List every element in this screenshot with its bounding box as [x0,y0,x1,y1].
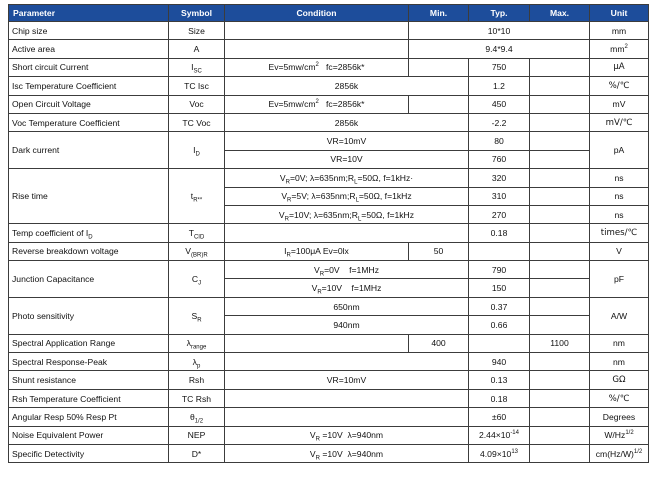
condition-rise-2: $V_R=5V$; $\lambda=635nm;R_L=50\Omega$, f=1kHz [225,187,469,205]
param-spectral-range: Spectral Application Range [9,334,169,352]
table-row [9,426,649,444]
table-row [9,77,649,95]
condition-isc: $Ev=5mw/cm^2$ fc=2856k* [225,58,409,76]
header-typ: Typ. [469,5,530,22]
unit-angular: Degrees [590,408,649,426]
typ-junction-2: 150 [469,279,530,297]
typ-dark-1: 80 [469,132,530,150]
typ-rise-3: 270 [469,205,530,223]
unit-spectral-peak: nm [590,353,649,371]
unit-rise-3: ns [590,205,649,223]
param-shunt: Shunt resistance [9,371,169,389]
unit-rise-1: ns [590,169,649,187]
unit-spectral-range: nm [590,334,649,352]
unit-rsh-tc: %/℃ [590,389,649,407]
typ-rise-1: 320 [469,169,530,187]
typ-active-area: 9.4*9.4 [409,40,590,58]
unit-dark-current: pA [590,132,649,169]
table-row [9,389,649,407]
symbol-nep: NEP [169,426,225,444]
table-row [9,353,649,371]
table-row [9,444,649,462]
min-spectral-range: 400 [409,334,469,352]
typ-detectivity: $4.09\times 10^{13}$ [469,444,530,462]
param-detectivity: Specific Detectivity [9,444,169,462]
condition-breakdown: $I_R=100\mu A$ Ev=0lx [225,242,409,260]
param-isc-tc: Isc Temperature Coefficient [9,77,169,95]
header-condition: Condition [225,5,409,22]
unit-breakdown: V [590,242,649,260]
condition-nep: $V_R =10V$ λ=940nm [225,426,469,444]
header-row [9,5,649,22]
table-row [9,95,649,113]
table-row [9,297,649,315]
param-rise-time: Rise time [9,169,169,224]
unit-isc-tc: %/℃ [590,77,649,95]
condition-junction-2: $V_R=10V$ f=1MHz [225,279,469,297]
typ-shunt: 0.13 [469,371,530,389]
symbol-breakdown: $V_{(BR)R}$ [169,242,225,260]
header-symbol: Symbol [169,5,225,22]
symbol-dark-current: $I_D$ [169,132,225,169]
unit-temp-coef: times/℃ [590,224,649,242]
unit-shunt: GΩ [590,371,649,389]
param-isc: Short circuit Current [9,58,169,76]
unit-voc: mV [590,95,649,113]
typ-voc-tc: -2.2 [469,113,530,131]
symbol-junction: $C_J$ [169,261,225,298]
table-row [9,334,649,352]
symbol-photo: $S_R$ [169,297,225,334]
condition-photo-1: 650nm [225,297,469,315]
table-row [9,408,649,426]
symbol-spectral-range: $\lambda_{range}$ [169,334,225,352]
symbol-shunt: Rsh [169,371,225,389]
symbol-voc: Voc [169,95,225,113]
condition-detectivity: $V_R =10V$ λ=940nm [225,444,469,462]
param-temp-coef: Temp coefficient of $I_D$ [9,224,169,242]
table-row [9,22,649,40]
max-spectral-range: 1100 [530,334,590,352]
min-breakdown: 50 [409,242,469,260]
condition-junction-1: $V_R=0V$ f=1MHz [225,261,469,279]
param-voc-tc: Voc Temperature Coefficient [9,113,169,131]
header-unit: Unit [590,5,649,22]
param-chip-size: Chip size [9,22,169,40]
param-photo: Photo sensitivity [9,297,169,334]
typ-voc: 450 [469,95,530,113]
condition-dark-1: VR=10mV [225,132,469,150]
typ-isc-tc: 1.2 [469,77,530,95]
symbol-active-area: A [169,40,225,58]
param-active-area: Active area [9,40,169,58]
symbol-temp-coef: $T_{CID}$ [169,224,225,242]
condition-photo-2: 940nm [225,316,469,334]
symbol-rsh-tc: TC Rsh [169,389,225,407]
unit-rise-2: ns [590,187,649,205]
unit-chip-size: mm [590,22,649,40]
table-row [9,132,649,150]
typ-dark-2: 760 [469,150,530,168]
symbol-chip-size: Size [169,22,225,40]
param-rsh-tc: Rsh Temperature Coefficient [9,389,169,407]
table-row [9,224,649,242]
symbol-isc-tc: TC Isc [169,77,225,95]
symbol-detectivity: D* [169,444,225,462]
table-row [9,169,649,187]
header-min: Min. [409,5,469,22]
table-row [9,58,649,76]
param-dark-current: Dark current [9,132,169,169]
typ-junction-1: 790 [469,261,530,279]
header-parameter: Parameter [9,5,169,22]
table-row [9,242,649,260]
unit-photo: A/W [590,297,649,334]
condition-voc-tc: 2856k [225,113,469,131]
typ-rsh-tc: 0.18 [469,389,530,407]
unit-isc: μA [590,58,649,76]
symbol-rise-time: $t_{R**}$ [169,169,225,224]
typ-temp-coef: 0.18 [469,224,530,242]
param-voc: Open Circuit Voltage [9,95,169,113]
param-spectral-peak: Spectral Response-Peak [9,353,169,371]
typ-nep: $2.44\times 10^{-14}$ [469,426,530,444]
photodiode-spec-table [8,4,649,463]
unit-voc-tc: mV/℃ [590,113,649,131]
unit-detectivity: $cm(Hz/W)^{1/2}$ [590,444,649,462]
condition-shunt: VR=10mV [225,371,469,389]
header-max: Max. [530,5,590,22]
unit-junction: pF [590,261,649,298]
table-row [9,261,649,279]
table-row [9,371,649,389]
unit-active-area: $mm^2$ [590,40,649,58]
symbol-angular: $\theta_{1/2}$ [169,408,225,426]
unit-nep: $W/Hz^{1/2}$ [590,426,649,444]
symbol-spectral-peak: $\lambda_p$ [169,353,225,371]
condition-rise-1: $V_R=0V$; $\lambda=635nm;R_L=50\Omega$, f=1kHz· [225,169,469,187]
param-nep: Noise Equivalent Power [9,426,169,444]
typ-spectral-peak: 940 [469,353,530,371]
typ-photo-1: 0.37 [469,297,530,315]
param-breakdown: Reverse breakdown voltage [9,242,169,260]
typ-photo-2: 0.66 [469,316,530,334]
condition-voc: $Ev=5mw/cm^2$ fc=2856k* [225,95,409,113]
symbol-isc: $I_{SC}$ [169,58,225,76]
param-angular: Angular Resp 50% Resp Pt [9,408,169,426]
typ-chip-size: 10*10 [409,22,590,40]
typ-isc: 750 [469,58,530,76]
condition-rise-3: $V_R=10V$; $\lambda=635nm;R_L=50\Omega$, f=1kHz [225,205,469,223]
symbol-voc-tc: TC Voc [169,113,225,131]
typ-angular: ±60 [469,408,530,426]
typ-rise-2: 310 [469,187,530,205]
param-junction: Junction Capacitance [9,261,169,298]
table-row [9,40,649,58]
condition-dark-2: VR=10V [225,150,469,168]
condition-isc-tc: 2856k [225,77,469,95]
table-row [9,113,649,131]
